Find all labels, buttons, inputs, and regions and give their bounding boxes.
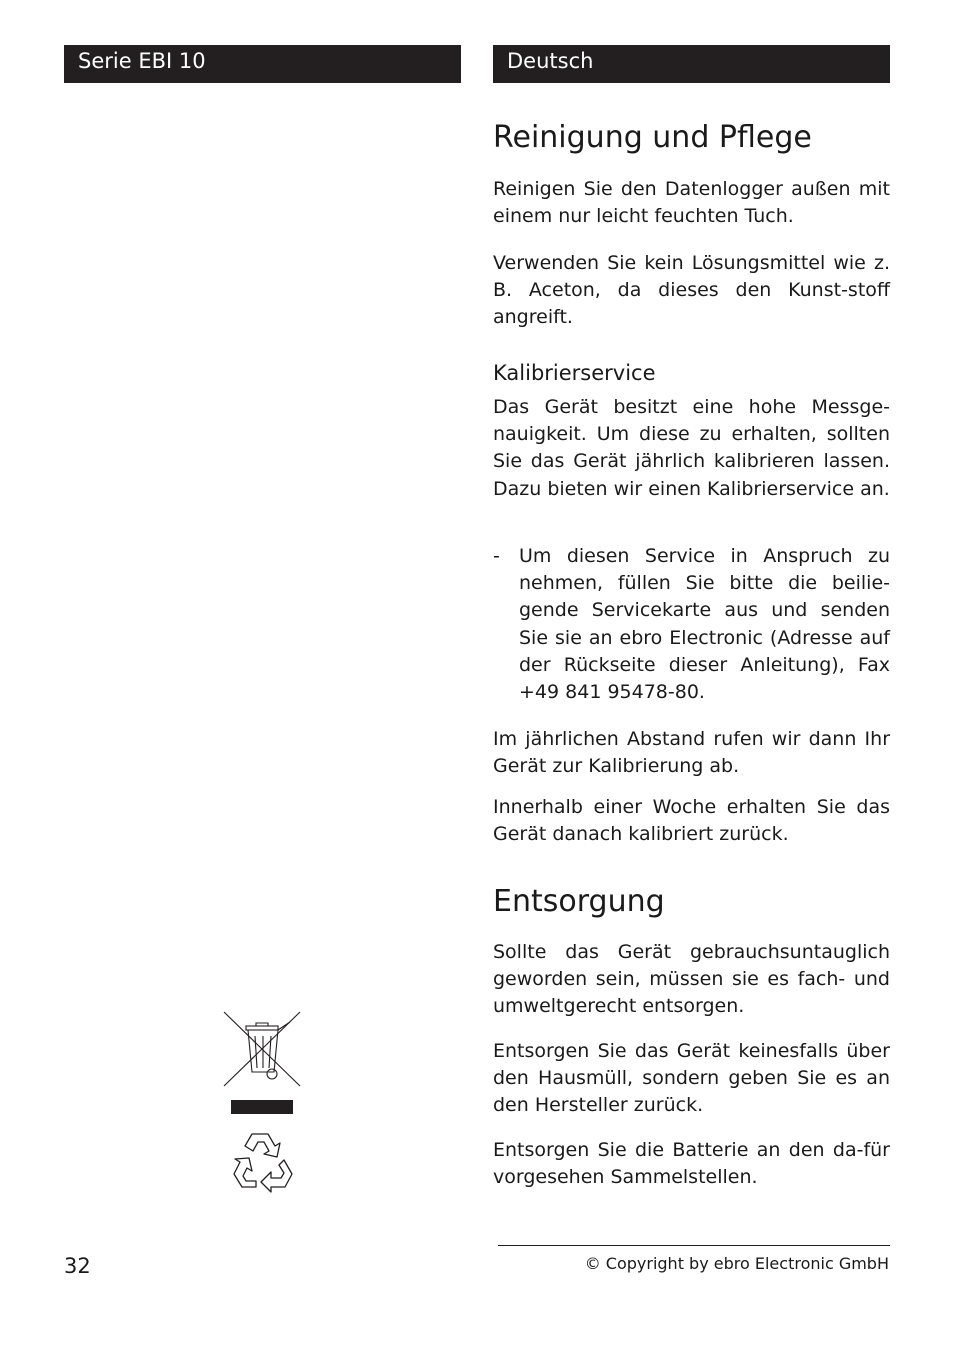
series-label: Serie EBI 10 — [78, 49, 206, 73]
language-header-bar — [493, 45, 890, 83]
calibration-heading: Kalibrierservice — [493, 361, 656, 385]
calibration-paragraph-3-wrap — [493, 794, 890, 848]
care-heading: Reinigung und Pflege — [493, 120, 812, 155]
care-paragraph-1: Reinigen Sie den Datenlogger außen mit einem nur leicht feuchten Tuch. — [493, 178, 890, 228]
weee-bar-icon — [231, 1100, 293, 1114]
disposal-paragraph-2: Entsorgen Sie das Gerät keinesfalls über den Hausmüll, sondern geben Sie es an den Hersteller zurück. — [493, 1040, 890, 1117]
calibration-paragraph-2-wrap — [493, 726, 890, 780]
disposal-heading: Entsorgung — [493, 884, 665, 919]
calibration-list-text: Um diesen Service in Anspruch zu nehmen, füllen Sie bitte die beilie-gende Servicekarte aus und senden Sie sie an ebro Electronic (Adresse auf der Rückseite dieser Anleitung), Fax +49 841 95478-80. — [519, 545, 890, 704]
disposal-heading-wrap — [493, 884, 890, 920]
care-paragraph-1-wrap — [493, 176, 890, 230]
disposal-paragraph-3-wrap — [493, 1137, 890, 1191]
series-header-bar — [64, 45, 461, 83]
calibration-paragraph-3: Innerhalb einer Woche erhalten Sie das Gerät danach kalibriert zurück. — [493, 796, 890, 846]
disposal-paragraph-2-wrap — [493, 1038, 890, 1120]
footer-divider — [498, 1245, 890, 1246]
calibration-paragraph-1-wrap — [493, 394, 890, 503]
calibration-heading-wrap — [493, 359, 890, 387]
copyright-notice: © Copyright by ebro Electronic GmbH — [584, 1254, 889, 1273]
calibration-paragraph-1: Das Gerät besitzt eine hohe Messge-nauigkeit. Um diese zu erhalten, sollten Sie das Gerät jährlich kalibrieren lassen. Dazu bieten wir einen Kalibrierservice an. — [493, 396, 890, 500]
disposal-paragraph-1: Sollte das Gerät gebrauchsuntauglich geworden sein, müssen sie es fach- und umweltgerecht entsorgen. — [493, 941, 890, 1018]
section-care — [493, 120, 890, 156]
page-number: 32 — [64, 1254, 91, 1278]
care-paragraph-2: Verwenden Sie kein Lösungsmittel wie z. B. Aceton, da dieses den Kunst-stoff angreift. — [493, 252, 890, 329]
disposal-paragraph-1-wrap — [493, 939, 890, 1021]
care-paragraph-2-wrap — [493, 250, 890, 332]
disposal-paragraph-3: Entsorgen Sie die Batterie an den da-für vorgesehen Sammelstellen. — [493, 1139, 890, 1189]
language-label: Deutsch — [507, 49, 594, 73]
calibration-paragraph-2: Im jährlichen Abstand rufen wir dann Ihr Gerät zur Kalibrierung ab. — [493, 728, 890, 778]
calibration-list-item — [493, 543, 890, 706]
list-dash: - — [493, 545, 500, 567]
crossed-out-bin-icon — [222, 1010, 302, 1088]
recycling-icon — [228, 1130, 298, 1194]
